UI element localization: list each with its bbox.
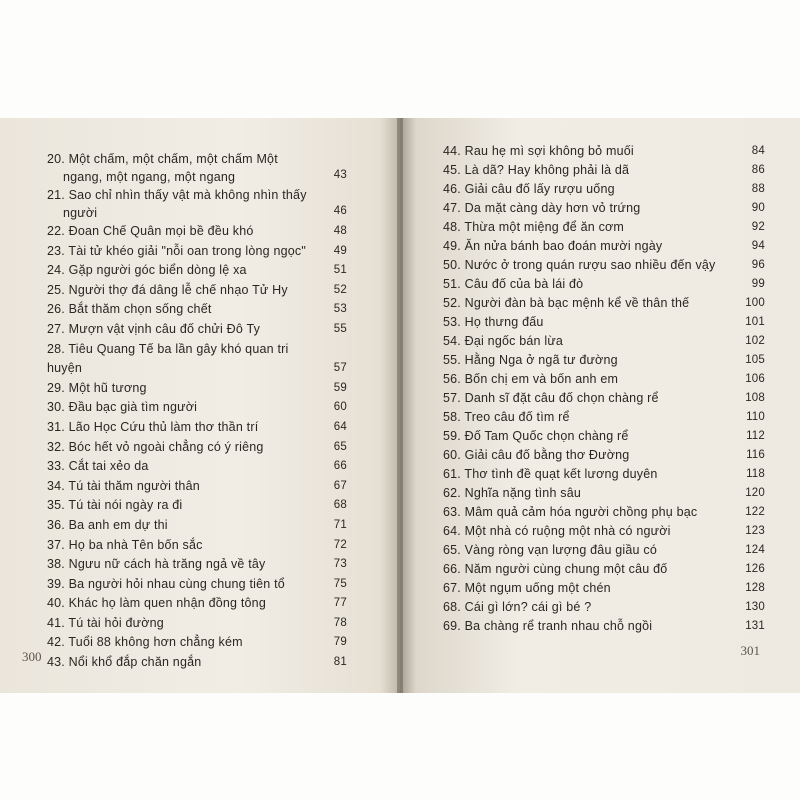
toc-entry xyxy=(443,275,765,294)
toc-entry-title: 59. Đố Tam Quốc chọn chàng rể xyxy=(443,429,629,443)
toc-entry xyxy=(443,161,765,180)
toc-entry-page: 126 xyxy=(745,563,765,575)
toc-entry-page: 55 xyxy=(333,322,347,335)
toc-entry xyxy=(47,614,347,634)
toc-entry-title: 24. Gặp người góc biển dòng lệ xa xyxy=(47,263,247,278)
toc-entry-page: 120 xyxy=(745,487,765,499)
toc-entry-title: 64. Một nhà có ruộng một nhà có người xyxy=(443,524,671,538)
toc-entry xyxy=(47,379,347,399)
toc-entry-page: 88 xyxy=(751,183,765,195)
toc-entry xyxy=(47,242,347,262)
toc-entry-title: 52. Người đàn bà bạc mệnh kể về thân thế xyxy=(443,296,690,310)
toc-entry-page: 52 xyxy=(333,283,347,296)
toc-entry xyxy=(443,237,765,256)
toc-entry-title: 46. Giải câu đố lấy rượu uống xyxy=(443,182,615,196)
toc-entry xyxy=(47,281,347,301)
toc-entry-title: 41. Tú tài hỏi đường xyxy=(47,615,164,630)
toc-entry-title: 26. Bắt thăm chọn sống chết xyxy=(47,302,212,317)
toc-entry-title: 53. Họ thưng đấu xyxy=(443,315,544,329)
toc-entry-page: 105 xyxy=(745,354,765,366)
toc-entry-title: 60. Giải câu đố bằng thơ Đường xyxy=(443,448,630,462)
toc-entry-title: 48. Thừa một miệng để ăn cơm xyxy=(443,220,625,234)
toc-entry-title: 23. Tài tử khéo giải "nỗi oan trong lòng ngọc" xyxy=(47,243,307,258)
toc-entry-title: 49. Ăn nửa bánh bao đoán mười ngày xyxy=(443,239,663,253)
toc-entry xyxy=(443,408,765,427)
toc-entry xyxy=(443,142,765,161)
right-page xyxy=(400,118,800,693)
toc-entry xyxy=(47,457,347,477)
toc-entry-title: 63. Mâm quả cảm hóa người chồng phụ bạc xyxy=(443,505,698,519)
toc-entry-page: 51 xyxy=(333,264,347,277)
toc-entry xyxy=(443,427,765,446)
toc-entry-title: 65. Vàng ròng vạn lượng đâu giầu có xyxy=(443,543,657,557)
toc-entry-title: 25. Người thợ đá dâng lễ chế nhạo Tử Hy xyxy=(47,282,288,297)
toc-entry-page: 86 xyxy=(751,164,765,176)
toc-entry-title: 29. Một hũ tương xyxy=(47,380,147,395)
toc-entry-page: 112 xyxy=(746,430,765,442)
toc-entry xyxy=(443,541,765,560)
toc-entry-title: 32. Bóc hết vỏ ngoài chẳng có ý riêng xyxy=(47,439,264,454)
toc-entry-title: 45. Là dã? Hay không phải là dã xyxy=(443,163,630,177)
toc-entry-page: 122 xyxy=(745,506,765,518)
toc-entry-title: 58. Treo câu đố tìm rể xyxy=(443,410,570,424)
toc-entry xyxy=(443,617,765,636)
toc-entry-page: 90 xyxy=(751,202,765,214)
page-number-right: 301 xyxy=(740,643,760,658)
toc-entry xyxy=(443,598,765,617)
toc-entry-page: 81 xyxy=(333,656,347,669)
toc-entry-page: 101 xyxy=(745,316,765,328)
toc-entry-page: 110 xyxy=(746,411,765,423)
toc-entry-page: 78 xyxy=(333,616,347,629)
toc-entry-page: 124 xyxy=(745,544,765,556)
toc-entry-title: 21. Sao chỉ nhìn thấy vật mà không nhìn thấy người xyxy=(47,188,307,220)
toc-entry xyxy=(443,294,765,313)
toc-entry xyxy=(47,594,347,614)
toc-entry xyxy=(443,256,765,275)
toc-entry xyxy=(47,496,347,516)
toc-entry-title: 38. Ngưu nữ cách hà trăng ngả về tây xyxy=(47,557,266,572)
toc-entry-title: 39. Ba người hỏi nhau cùng chung tiên tổ xyxy=(47,576,285,591)
toc-entry xyxy=(443,560,765,579)
toc-entry-page: 116 xyxy=(746,449,765,461)
toc-entry-title: 28. Tiêu Quang Tế ba lần gây khó quan tri huyện xyxy=(47,341,289,376)
toc-entry-title: 22. Đoan Chế Quân mọi bề đều khó xyxy=(47,224,254,238)
toc-entry xyxy=(443,313,765,332)
toc-entry-page: 49 xyxy=(333,244,347,257)
toc-entry xyxy=(47,186,347,222)
toc-entry xyxy=(443,351,765,370)
toc-entry xyxy=(47,418,347,438)
toc-entry-page: 66 xyxy=(333,460,347,473)
toc-entry-page: 53 xyxy=(333,303,347,316)
toc-entry xyxy=(47,555,347,575)
toc-entry-page: 102 xyxy=(745,335,765,347)
toc-entry-title: 31. Lão Học Cứu thủ làm thơ thần trí xyxy=(47,419,259,434)
toc-entry-title: 57. Danh sĩ đặt câu đố chọn chàng rể xyxy=(443,391,659,405)
toc-entry-title: 51. Câu đố của bà lái đò xyxy=(443,277,584,291)
toc-entry xyxy=(47,633,347,653)
toc-entry-title: 56. Bốn chị em và bốn anh em xyxy=(443,372,619,386)
toc-entry xyxy=(47,536,347,556)
toc-entry xyxy=(443,370,765,389)
toc-entry-page: 92 xyxy=(751,221,765,233)
toc-entry-title: 44. Rau hẹ mì sợi không bỏ muối xyxy=(443,144,634,158)
toc-entry-page: 99 xyxy=(751,278,765,290)
toc-entry-page: 118 xyxy=(746,468,765,480)
toc-entry-page: 100 xyxy=(745,297,765,309)
toc-entry xyxy=(443,332,765,351)
toc-entry xyxy=(443,484,765,503)
toc-entry-page: 60 xyxy=(333,401,347,414)
toc-entry xyxy=(47,340,347,379)
toc-entry-title: 40. Khác họ làm quen nhận đồng tông xyxy=(47,596,266,611)
toc-entry xyxy=(47,398,347,418)
toc-entry-page: 131 xyxy=(745,620,765,632)
toc-entry-page: 73 xyxy=(333,558,347,571)
toc-entry xyxy=(47,575,347,595)
toc-entry-title: 37. Họ ba nhà Tên bốn sắc xyxy=(47,537,203,552)
toc-entry-page: 79 xyxy=(333,636,347,649)
toc-entry-title: 42. Tuổi 88 không hơn chẳng kém xyxy=(47,635,243,650)
toc-entry-page: 94 xyxy=(751,240,765,252)
toc-entry-title: 54. Đại ngốc bán lừa xyxy=(443,334,564,348)
toc-entry xyxy=(443,218,765,237)
toc-entry-title: 68. Cái gì lớn? cái gì bé ? xyxy=(443,600,592,614)
toc-entry xyxy=(443,465,765,484)
toc-entry-title: 66. Năm người cùng chung một câu đố xyxy=(443,562,668,576)
toc-entry-page: 48 xyxy=(333,225,347,237)
page-number-left: 300 xyxy=(22,649,42,664)
toc-entry xyxy=(47,261,347,281)
toc-entry xyxy=(47,438,347,458)
left-page xyxy=(0,118,400,693)
toc-entry-title: 67. Một ngụm uống một chén xyxy=(443,581,611,595)
toc-entry-title: 30. Đầu bạc già tìm người xyxy=(47,400,198,415)
table-of-contents-right xyxy=(443,142,765,636)
toc-entry-page: 108 xyxy=(745,392,765,404)
toc-entry-page: 128 xyxy=(745,582,765,594)
toc-entry-page: 123 xyxy=(745,525,765,537)
toc-entry-title: 69. Ba chàng rể tranh nhau chỗ ngồi xyxy=(443,619,653,633)
toc-entry-page: 67 xyxy=(333,479,347,492)
toc-entry xyxy=(47,477,347,497)
toc-entry-page: 68 xyxy=(333,499,347,512)
toc-entry-page: 106 xyxy=(745,373,765,385)
toc-entry xyxy=(47,653,347,673)
toc-entry-page: 130 xyxy=(745,601,765,613)
toc-entry-title: 62. Nghĩa nặng tình sâu xyxy=(443,486,582,500)
toc-entry-page: 65 xyxy=(333,440,347,453)
toc-entry-title: 20. Một chấm, một chấm, một chấm Một ngang, một ngang, một ngang xyxy=(47,152,278,184)
toc-entry-page: 64 xyxy=(333,420,347,433)
toc-entry-title: 47. Da mặt càng dày hơn vỏ trứng xyxy=(443,201,641,215)
toc-entry xyxy=(47,222,347,242)
open-book xyxy=(0,118,800,693)
toc-entry-page: 71 xyxy=(333,518,347,531)
toc-entry-title: 43. Nổi khổ đắp chăn ngắn xyxy=(47,655,202,670)
toc-entry xyxy=(47,300,347,320)
toc-entry xyxy=(47,516,347,536)
toc-entry xyxy=(443,446,765,465)
toc-entry-page: 43 xyxy=(333,169,347,182)
toc-entry-title: 35. Tú tài nói ngày ra đi xyxy=(47,498,183,513)
toc-entry-page: 46 xyxy=(333,205,347,218)
toc-entry-title: 55. Hằng Nga ở ngã tư đường xyxy=(443,353,618,367)
table-of-contents-left xyxy=(47,150,347,673)
toc-entry-title: 36. Ba anh em dự thi xyxy=(47,517,168,532)
toc-entry-title: 27. Mượn vật vịnh câu đố chửi Đô Ty xyxy=(47,321,261,336)
toc-entry-title: 61. Thơ tình đề quạt kết lương duyên xyxy=(443,467,658,481)
toc-entry-page: 57 xyxy=(333,362,347,375)
toc-entry-page: 72 xyxy=(333,538,347,551)
toc-entry xyxy=(443,199,765,218)
toc-entry-page: 84 xyxy=(751,145,765,157)
toc-entry-page: 75 xyxy=(333,577,347,590)
toc-entry xyxy=(443,522,765,541)
toc-entry xyxy=(443,389,765,408)
toc-entry xyxy=(443,579,765,598)
toc-entry-title: 50. Nước ở trong quán rượu sao nhiều đến vậy xyxy=(443,258,716,272)
toc-entry xyxy=(47,150,347,186)
toc-entry xyxy=(443,180,765,199)
toc-entry xyxy=(47,320,347,340)
toc-entry-page: 96 xyxy=(751,259,765,271)
book-spine xyxy=(397,118,403,693)
toc-entry-page: 77 xyxy=(333,597,347,610)
toc-entry xyxy=(443,503,765,522)
toc-entry-title: 34. Tú tài thăm người thân xyxy=(47,478,200,493)
toc-entry-page: 59 xyxy=(333,381,347,394)
toc-entry-title: 33. Cắt tai xẻo da xyxy=(47,459,149,474)
